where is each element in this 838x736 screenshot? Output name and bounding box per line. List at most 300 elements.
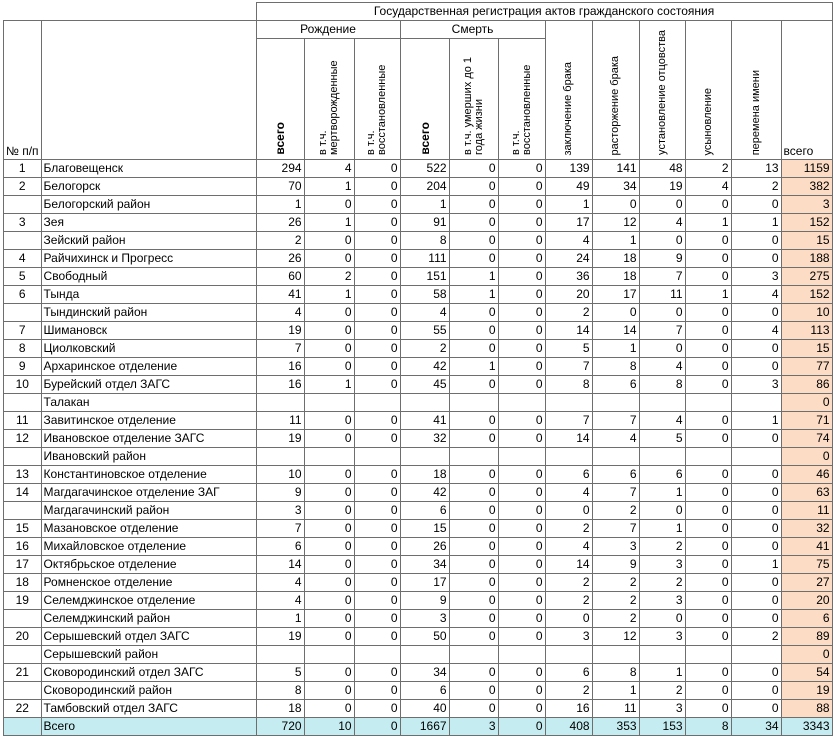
value-cell: 0	[354, 196, 400, 214]
table-row	[4, 412, 833, 430]
value-cell: 14	[592, 322, 639, 340]
paternity-header	[639, 21, 685, 160]
value-cell	[498, 448, 545, 466]
value-cell: 0	[639, 340, 685, 358]
row-name: Мазановское отделение	[41, 520, 256, 538]
value-cell: 14	[256, 556, 304, 574]
row-total-cell: 20	[781, 592, 832, 610]
table-row	[4, 538, 833, 556]
value-cell: 0	[304, 358, 354, 376]
value-cell: 1	[256, 196, 304, 214]
value-cell: 2	[545, 574, 592, 592]
value-cell: 0	[304, 556, 354, 574]
value-cell: 6	[592, 376, 639, 394]
value-cell: 0	[304, 412, 354, 430]
value-cell: 4	[545, 484, 592, 502]
value-cell	[498, 646, 545, 664]
value-cell: 141	[592, 160, 639, 178]
value-cell: 0	[731, 610, 781, 628]
row-total-cell: 15	[781, 340, 832, 358]
value-cell: 4	[731, 322, 781, 340]
value-cell: 0	[685, 502, 731, 520]
value-cell: 1	[304, 286, 354, 304]
value-cell: 0	[592, 304, 639, 322]
value-cell: 2	[304, 268, 354, 286]
table-row	[4, 664, 833, 682]
value-cell	[685, 646, 731, 664]
value-cell: 0	[498, 556, 545, 574]
value-cell: 3	[545, 628, 592, 646]
value-cell: 0	[449, 664, 498, 682]
value-cell	[400, 394, 449, 412]
value-cell: 0	[354, 412, 400, 430]
value-cell: 0	[685, 556, 731, 574]
value-cell: 0	[685, 358, 731, 376]
value-cell	[449, 448, 498, 466]
totals-label: Всего	[41, 718, 256, 736]
value-cell: 6	[639, 466, 685, 484]
value-cell: 0	[354, 322, 400, 340]
birth-total-header	[256, 39, 304, 160]
value-cell: 0	[685, 232, 731, 250]
row-number: 16	[4, 538, 42, 556]
row-name: Селемджинский район	[41, 610, 256, 628]
row-name: Сковородинский район	[41, 682, 256, 700]
value-cell: 0	[731, 430, 781, 448]
row-name: Бурейский отдел ЗАГС	[41, 376, 256, 394]
value-cell: 0	[498, 160, 545, 178]
row-total-cell: 75	[781, 556, 832, 574]
value-cell: 0	[354, 484, 400, 502]
value-cell: 0	[449, 502, 498, 520]
value-cell: 151	[400, 268, 449, 286]
value-cell: 0	[639, 610, 685, 628]
value-cell: 18	[400, 466, 449, 484]
value-cell: 1	[256, 610, 304, 628]
value-cell: 1	[449, 358, 498, 376]
value-cell: 0	[498, 322, 545, 340]
value-cell: 111	[400, 250, 449, 268]
row-number: 22	[4, 700, 42, 718]
row-total-cell: 71	[781, 412, 832, 430]
value-cell: 42	[400, 484, 449, 502]
value-cell: 0	[685, 520, 731, 538]
value-cell: 1	[639, 484, 685, 502]
value-cell: 0	[498, 376, 545, 394]
value-cell: 2	[400, 340, 449, 358]
row-name: Тындинский район	[41, 304, 256, 322]
value-cell: 0	[449, 232, 498, 250]
row-name: Магдагачинское отделение ЗАГ	[41, 484, 256, 502]
value-cell	[731, 394, 781, 412]
table-row	[4, 502, 833, 520]
value-cell: 3	[639, 700, 685, 718]
row-name: Тамбовский отдел ЗАГС	[41, 700, 256, 718]
value-cell: 34	[592, 178, 639, 196]
row-total-cell: 10	[781, 304, 832, 322]
row-number: 18	[4, 574, 42, 592]
row-number: 9	[4, 358, 42, 376]
row-name: Шимановск	[41, 322, 256, 340]
value-cell	[304, 448, 354, 466]
value-cell: 0	[498, 250, 545, 268]
table-row	[4, 196, 833, 214]
row-number	[4, 232, 42, 250]
value-cell: 0	[304, 664, 354, 682]
value-cell	[685, 448, 731, 466]
row-number: 5	[4, 268, 42, 286]
value-cell: 0	[731, 358, 781, 376]
value-cell: 0	[304, 682, 354, 700]
value-cell: 0	[685, 664, 731, 682]
value-cell: 0	[449, 304, 498, 322]
value-cell: 5	[545, 340, 592, 358]
value-cell: 60	[256, 268, 304, 286]
value-cell: 0	[304, 466, 354, 484]
value-cell: 4	[545, 538, 592, 556]
value-cell: 6	[545, 664, 592, 682]
value-cell: 0	[498, 304, 545, 322]
table-row	[4, 556, 833, 574]
value-cell: 12	[592, 214, 639, 232]
value-cell: 45	[400, 376, 449, 394]
value-cell: 14	[545, 322, 592, 340]
death-restored-header	[498, 39, 545, 160]
value-cell: 5	[256, 664, 304, 682]
divorce-header-label: расторжение брака	[609, 55, 622, 155]
value-cell: 41	[256, 286, 304, 304]
infant-death-label: в т.ч. умерших до 1 года жизни	[461, 56, 485, 155]
value-cell: 0	[304, 628, 354, 646]
value-cell: 3	[639, 556, 685, 574]
corner-blank	[4, 3, 42, 21]
value-cell: 7	[545, 358, 592, 376]
value-cell: 8	[592, 664, 639, 682]
marriage-header-label: заключение брака	[562, 61, 575, 155]
value-cell: 17	[545, 214, 592, 232]
table-row	[4, 628, 833, 646]
row-number: 2	[4, 178, 42, 196]
row-number: 19	[4, 592, 42, 610]
value-cell: 7	[545, 412, 592, 430]
value-cell: 48	[639, 160, 685, 178]
value-cell: 0	[304, 538, 354, 556]
row-total-cell: 86	[781, 376, 832, 394]
row-name: Белогорск	[41, 178, 256, 196]
value-cell: 0	[354, 520, 400, 538]
value-cell: 0	[685, 538, 731, 556]
table-body	[4, 160, 833, 718]
value-cell: 0	[639, 232, 685, 250]
value-cell: 3	[400, 610, 449, 628]
value-cell: 7	[256, 520, 304, 538]
value-cell: 6	[592, 466, 639, 484]
adoption-header	[685, 21, 731, 160]
value-cell: 41	[400, 412, 449, 430]
death-restored-label: в т.ч. восстановленные	[509, 64, 533, 155]
row-number	[4, 610, 42, 628]
row-total-cell: 1159	[781, 160, 832, 178]
value-cell: 0	[639, 196, 685, 214]
value-cell	[639, 646, 685, 664]
value-cell: 11	[639, 286, 685, 304]
row-total-cell: 77	[781, 358, 832, 376]
value-cell: 42	[400, 358, 449, 376]
value-cell: 2	[592, 592, 639, 610]
value-cell: 0	[685, 682, 731, 700]
table-row	[4, 160, 833, 178]
value-cell: 26	[256, 250, 304, 268]
value-cell: 2	[545, 682, 592, 700]
row-number: 21	[4, 664, 42, 682]
value-cell: 8	[400, 232, 449, 250]
death-total-header	[400, 39, 449, 160]
table-row	[4, 394, 833, 412]
row-name: Свободный	[41, 268, 256, 286]
value-cell: 1	[685, 214, 731, 232]
value-cell: 1	[592, 682, 639, 700]
value-cell: 0	[498, 340, 545, 358]
birth-restored-label: в т.ч. восстановленные	[365, 64, 389, 155]
death-group-header: Смерть	[400, 21, 545, 39]
table-title: Государственная регистрация актов гражданского состояния	[256, 3, 832, 21]
value-cell: 0	[449, 538, 498, 556]
value-cell: 0	[354, 538, 400, 556]
value-cell: 1	[592, 340, 639, 358]
value-cell: 4	[256, 304, 304, 322]
table-row	[4, 268, 833, 286]
value-cell: 4	[731, 286, 781, 304]
value-cell: 0	[685, 430, 731, 448]
value-cell: 0	[354, 502, 400, 520]
value-cell: 0	[498, 358, 545, 376]
value-cell	[731, 448, 781, 466]
value-cell: 7	[639, 268, 685, 286]
row-total-cell: 27	[781, 574, 832, 592]
value-cell: 12	[592, 628, 639, 646]
value-cell: 0	[354, 628, 400, 646]
value-cell: 13	[731, 160, 781, 178]
value-cell: 18	[592, 250, 639, 268]
row-total-cell: 41	[781, 538, 832, 556]
value-cell: 16	[545, 700, 592, 718]
value-cell: 0	[731, 232, 781, 250]
value-cell: 9	[639, 250, 685, 268]
table-row	[4, 484, 833, 502]
row-total-cell: 63	[781, 484, 832, 502]
row-total-cell: 152	[781, 286, 832, 304]
value-cell: 0	[685, 592, 731, 610]
value-cell: 0	[498, 520, 545, 538]
value-cell: 7	[592, 484, 639, 502]
row-name: Ивановский район	[41, 448, 256, 466]
row-total-cell: 89	[781, 628, 832, 646]
stillborn-label: в т.ч. мертворожденные	[317, 60, 341, 155]
row-total-cell: 32	[781, 520, 832, 538]
value-cell: 0	[449, 160, 498, 178]
row-number: 1	[4, 160, 42, 178]
value-cell: 8	[639, 376, 685, 394]
value-cell: 1	[639, 664, 685, 682]
adoption-header-label: усыновление	[701, 87, 714, 155]
value-cell: 0	[685, 610, 731, 628]
value-cell: 0	[304, 340, 354, 358]
value-cell	[400, 646, 449, 664]
value-cell: 14	[545, 430, 592, 448]
value-cell: 0	[449, 376, 498, 394]
value-cell	[545, 646, 592, 664]
totals-value-cell: 3	[449, 718, 498, 736]
value-cell	[639, 448, 685, 466]
value-cell	[592, 448, 639, 466]
value-cell: 0	[498, 214, 545, 232]
totals-value-cell: 1667	[400, 718, 449, 736]
value-cell: 0	[545, 502, 592, 520]
value-cell: 40	[400, 700, 449, 718]
table-row	[4, 574, 833, 592]
row-name: Константиновское отделение	[41, 466, 256, 484]
value-cell: 2	[731, 628, 781, 646]
table-row	[4, 430, 833, 448]
row-total-cell: 113	[781, 322, 832, 340]
value-cell: 0	[304, 574, 354, 592]
value-cell: 0	[498, 574, 545, 592]
row-name: Серышевский район	[41, 646, 256, 664]
value-cell: 0	[449, 574, 498, 592]
value-cell: 0	[498, 538, 545, 556]
value-cell: 16	[256, 376, 304, 394]
value-cell: 0	[498, 232, 545, 250]
row-name: Сковородинский отдел ЗАГС	[41, 664, 256, 682]
death-total-label: всего	[417, 122, 432, 155]
value-cell: 7	[639, 322, 685, 340]
value-cell: 2	[592, 610, 639, 628]
value-cell	[685, 394, 731, 412]
value-cell: 4	[304, 160, 354, 178]
value-cell: 1	[304, 214, 354, 232]
row-number	[4, 448, 42, 466]
row-number: 14	[4, 484, 42, 502]
row-number	[4, 304, 42, 322]
row-number	[4, 646, 42, 664]
row-name: Циолковский	[41, 340, 256, 358]
row-number	[4, 502, 42, 520]
value-cell: 6	[545, 466, 592, 484]
value-cell: 0	[304, 610, 354, 628]
value-cell: 0	[685, 196, 731, 214]
value-cell: 18	[256, 700, 304, 718]
value-cell	[731, 646, 781, 664]
value-cell	[449, 394, 498, 412]
row-number	[4, 682, 42, 700]
totals-value-cell: 3343	[781, 718, 832, 736]
value-cell: 0	[498, 466, 545, 484]
value-cell: 1	[639, 520, 685, 538]
value-cell: 0	[304, 700, 354, 718]
value-cell: 0	[354, 700, 400, 718]
value-cell: 0	[354, 214, 400, 232]
value-cell: 0	[354, 556, 400, 574]
row-number-header: № п/п	[4, 21, 42, 160]
row-total-cell: 188	[781, 250, 832, 268]
value-cell: 0	[449, 466, 498, 484]
row-number: 17	[4, 556, 42, 574]
totals-index	[4, 718, 42, 736]
value-cell: 0	[685, 574, 731, 592]
value-cell: 0	[304, 232, 354, 250]
value-cell: 0	[498, 196, 545, 214]
value-cell: 0	[354, 466, 400, 484]
row-total-cell: 88	[781, 700, 832, 718]
value-cell: 522	[400, 160, 449, 178]
value-cell: 1	[449, 268, 498, 286]
row-total-cell: 3	[781, 196, 832, 214]
value-cell: 0	[685, 304, 731, 322]
value-cell: 8	[592, 358, 639, 376]
totals-value-cell: 8	[685, 718, 731, 736]
totals-value-cell: 408	[545, 718, 592, 736]
value-cell: 0	[731, 538, 781, 556]
value-cell: 0	[304, 484, 354, 502]
row-name: Серышевский отдел ЗАГС	[41, 628, 256, 646]
table-row	[4, 520, 833, 538]
value-cell: 4	[639, 358, 685, 376]
table-row	[4, 610, 833, 628]
value-cell: 7	[592, 412, 639, 430]
divorce-header	[592, 21, 639, 160]
row-name: Магдагачинский район	[41, 502, 256, 520]
value-cell: 34	[400, 556, 449, 574]
value-cell: 0	[354, 286, 400, 304]
row-total-cell: 152	[781, 214, 832, 232]
value-cell: 0	[731, 250, 781, 268]
row-name: Талакан	[41, 394, 256, 412]
row-number: 7	[4, 322, 42, 340]
value-cell: 0	[354, 682, 400, 700]
table-row	[4, 700, 833, 718]
value-cell	[498, 394, 545, 412]
value-cell: 17	[400, 574, 449, 592]
value-cell: 1	[731, 412, 781, 430]
value-cell: 0	[354, 304, 400, 322]
value-cell: 0	[449, 484, 498, 502]
value-cell: 9	[592, 556, 639, 574]
value-cell: 4	[592, 430, 639, 448]
value-cell: 19	[256, 430, 304, 448]
value-cell: 0	[354, 574, 400, 592]
value-cell: 0	[731, 502, 781, 520]
row-number: 8	[4, 340, 42, 358]
value-cell: 24	[545, 250, 592, 268]
row-number	[4, 196, 42, 214]
value-cell	[256, 448, 304, 466]
table-row	[4, 178, 833, 196]
row-number: 3	[4, 214, 42, 232]
value-cell: 0	[498, 502, 545, 520]
value-cell: 0	[685, 322, 731, 340]
value-cell: 50	[400, 628, 449, 646]
value-cell: 3	[731, 268, 781, 286]
value-cell: 0	[449, 682, 498, 700]
value-cell: 0	[498, 592, 545, 610]
value-cell: 26	[256, 214, 304, 232]
value-cell: 11	[592, 700, 639, 718]
value-cell: 0	[354, 250, 400, 268]
value-cell: 14	[545, 556, 592, 574]
value-cell: 4	[400, 304, 449, 322]
value-cell: 0	[354, 592, 400, 610]
table-row	[4, 448, 833, 466]
